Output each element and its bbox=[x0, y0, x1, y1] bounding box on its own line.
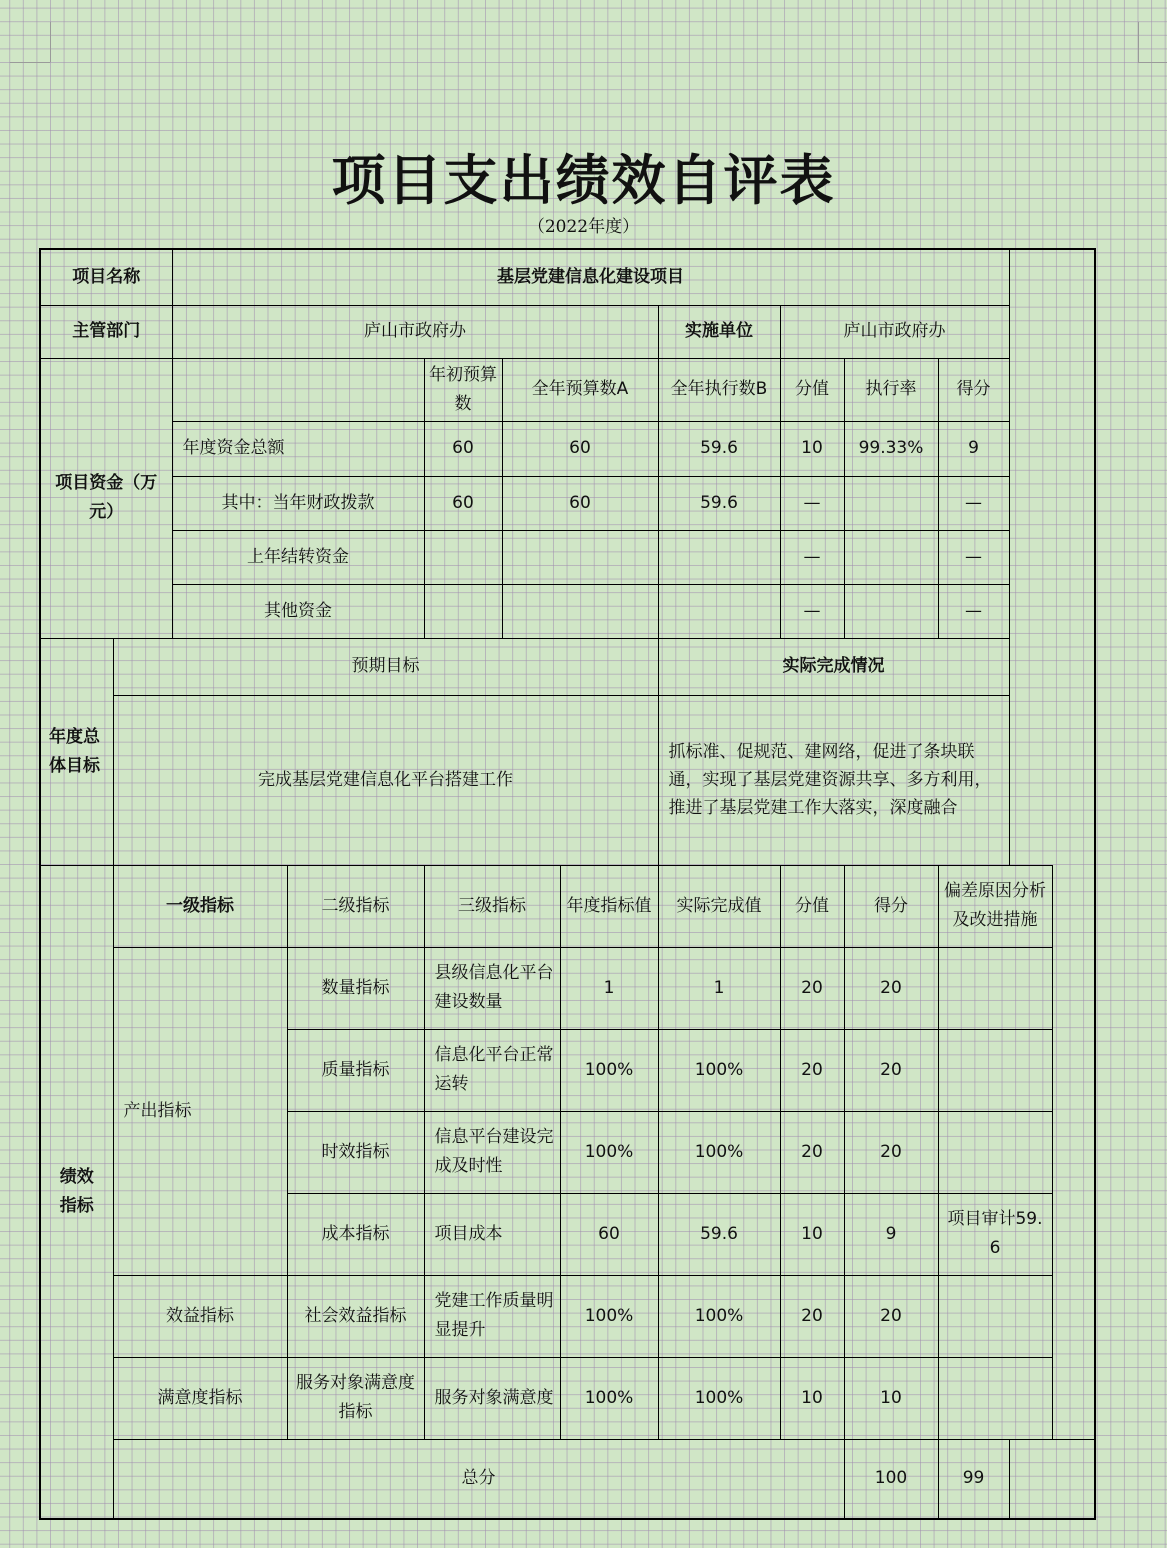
indicator-target: 100% bbox=[560, 1357, 658, 1439]
funds-row-points: — bbox=[780, 476, 844, 530]
funds-row-points: — bbox=[780, 584, 844, 638]
funds-row-label: 年度资金总额 bbox=[172, 421, 424, 476]
funds-row-rate: 99.33% bbox=[844, 421, 938, 476]
indicator-score: 20 bbox=[844, 1029, 938, 1111]
funds-header-blank bbox=[172, 358, 424, 421]
expected-goal-header: 预期目标 bbox=[113, 638, 658, 695]
indicator-level2: 时效指标 bbox=[287, 1111, 424, 1193]
funds-row-initial bbox=[424, 530, 502, 584]
total-note bbox=[1009, 1439, 1095, 1519]
indicator-header-level1: 一级指标 bbox=[113, 865, 287, 947]
indicator-note: 项目审计59.6 bbox=[938, 1193, 1052, 1275]
indicator-group-benefit: 效益指标 bbox=[113, 1275, 287, 1357]
indicator-header-actual: 实际完成值 bbox=[658, 865, 780, 947]
unit-value: 庐山市政府办 bbox=[780, 305, 1009, 358]
indicator-points: 20 bbox=[780, 1275, 844, 1357]
funds-header-initial: 年初预算数 bbox=[424, 358, 502, 421]
actual-completion-header: 实际完成情况 bbox=[658, 638, 1009, 695]
indicator-level2: 质量指标 bbox=[287, 1029, 424, 1111]
funds-row-rate bbox=[844, 530, 938, 584]
indicator-target: 100% bbox=[560, 1275, 658, 1357]
indicator-level3: 县级信息化平台建设数量 bbox=[424, 947, 560, 1029]
funds-label: 项目资金（万元） bbox=[40, 358, 172, 638]
indicator-level3: 信息化平台正常运转 bbox=[424, 1029, 560, 1111]
funds-header-rate: 执行率 bbox=[844, 358, 938, 421]
funds-header-executed: 全年执行数B bbox=[658, 358, 780, 421]
funds-header-score: 得分 bbox=[938, 358, 1009, 421]
indicator-level3: 服务对象满意度 bbox=[424, 1357, 560, 1439]
dept-value: 庐山市政府办 bbox=[172, 305, 658, 358]
indicator-score: 10 bbox=[844, 1357, 938, 1439]
indicator-points: 10 bbox=[780, 1193, 844, 1275]
indicator-score: 20 bbox=[844, 1111, 938, 1193]
indicator-target: 100% bbox=[560, 1111, 658, 1193]
indicator-level2: 服务对象满意度指标 bbox=[287, 1357, 424, 1439]
funds-row-initial: 60 bbox=[424, 421, 502, 476]
funds-row-label: 其他资金 bbox=[172, 584, 424, 638]
indicator-score: 20 bbox=[844, 947, 938, 1029]
margin-mark-top-right-v bbox=[1138, 22, 1139, 62]
total-points: 100 bbox=[844, 1439, 938, 1519]
funds-row-annual: 60 bbox=[502, 476, 658, 530]
indicator-points: 20 bbox=[780, 1111, 844, 1193]
funds-row-label: 其中：当年财政拨款 bbox=[172, 476, 424, 530]
funds-row-annual: 60 bbox=[502, 421, 658, 476]
funds-row-executed bbox=[658, 584, 780, 638]
funds-row-score: 9 bbox=[938, 421, 1009, 476]
funds-row-score: — bbox=[938, 584, 1009, 638]
funds-header-annual: 全年预算数A bbox=[502, 358, 658, 421]
total-score: 99 bbox=[938, 1439, 1009, 1519]
indicator-header-score: 得分 bbox=[844, 865, 938, 947]
indicator-note bbox=[938, 947, 1052, 1029]
funds-row-score: — bbox=[938, 530, 1009, 584]
margin-mark-top-right-h bbox=[1138, 62, 1167, 63]
indicator-points: 20 bbox=[780, 1029, 844, 1111]
funds-row-executed: 59.6 bbox=[658, 421, 780, 476]
funds-row-annual bbox=[502, 584, 658, 638]
indicator-note bbox=[938, 1275, 1052, 1357]
indicator-score: 20 bbox=[844, 1275, 938, 1357]
indicator-group-satisfaction: 满意度指标 bbox=[113, 1357, 287, 1439]
indicator-header-level2: 二级指标 bbox=[287, 865, 424, 947]
indicator-level3: 信息平台建设完成及时性 bbox=[424, 1111, 560, 1193]
project-name-label: 项目名称 bbox=[40, 249, 172, 305]
indicator-points: 10 bbox=[780, 1357, 844, 1439]
indicator-header-level3: 三级指标 bbox=[424, 865, 560, 947]
indicator-level3: 项目成本 bbox=[424, 1193, 560, 1275]
indicator-actual: 100% bbox=[658, 1111, 780, 1193]
funds-row-executed: 59.6 bbox=[658, 476, 780, 530]
dept-label: 主管部门 bbox=[40, 305, 172, 358]
indicator-actual: 100% bbox=[658, 1029, 780, 1111]
indicator-header-points: 分值 bbox=[780, 865, 844, 947]
funds-row-score: — bbox=[938, 476, 1009, 530]
funds-row-rate bbox=[844, 476, 938, 530]
indicator-level2: 数量指标 bbox=[287, 947, 424, 1029]
funds-header-points: 分值 bbox=[780, 358, 844, 421]
funds-row-initial bbox=[424, 584, 502, 638]
page-title: 项目支出绩效自评表 bbox=[331, 148, 836, 212]
funds-row-annual bbox=[502, 530, 658, 584]
indicator-note bbox=[938, 1111, 1052, 1193]
funds-row-label: 上年结转资金 bbox=[172, 530, 424, 584]
margin-mark-top-left-h bbox=[10, 62, 50, 63]
project-name-value: 基层党建信息化建设项目 bbox=[172, 249, 1009, 305]
indicator-target: 100% bbox=[560, 1029, 658, 1111]
indicator-header-target: 年度指标值 bbox=[560, 865, 658, 947]
report-year: （2022年度） bbox=[527, 217, 640, 237]
indicator-note bbox=[938, 1029, 1052, 1111]
actual-completion-text: 抓标准、促规范、建网络，促进了条块联通，实现了基层党建资源共享、多方利用，推进了基层党建工作大落实，深度融合 bbox=[658, 695, 1009, 865]
funds-row-points: 10 bbox=[780, 421, 844, 476]
indicator-header-note: 偏差原因分析及改进措施 bbox=[938, 865, 1052, 947]
indicator-target: 1 bbox=[560, 947, 658, 1029]
expected-goal-text: 完成基层党建信息化平台搭建工作 bbox=[113, 695, 658, 865]
funds-row-initial: 60 bbox=[424, 476, 502, 530]
indicator-level2: 社会效益指标 bbox=[287, 1275, 424, 1357]
indicator-actual: 100% bbox=[658, 1357, 780, 1439]
indicator-target: 60 bbox=[560, 1193, 658, 1275]
margin-mark-top-left-v bbox=[50, 22, 51, 62]
unit-label: 实施单位 bbox=[658, 305, 780, 358]
funds-row-points: — bbox=[780, 530, 844, 584]
funds-row-rate bbox=[844, 584, 938, 638]
indicators-label: 绩效指标 bbox=[40, 865, 113, 1519]
goals-label: 年度总体目标 bbox=[40, 638, 113, 865]
performance-table bbox=[39, 248, 1096, 1520]
indicator-note bbox=[938, 1357, 1052, 1439]
indicator-level2: 成本指标 bbox=[287, 1193, 424, 1275]
indicator-score: 9 bbox=[844, 1193, 938, 1275]
indicator-points: 20 bbox=[780, 947, 844, 1029]
indicator-group-output: 产出指标 bbox=[113, 947, 287, 1275]
indicator-actual: 1 bbox=[658, 947, 780, 1029]
indicator-actual: 59.6 bbox=[658, 1193, 780, 1275]
indicator-actual: 100% bbox=[658, 1275, 780, 1357]
indicator-level3: 党建工作质量明显提升 bbox=[424, 1275, 560, 1357]
total-label: 总分 bbox=[113, 1439, 844, 1519]
funds-row-executed bbox=[658, 530, 780, 584]
